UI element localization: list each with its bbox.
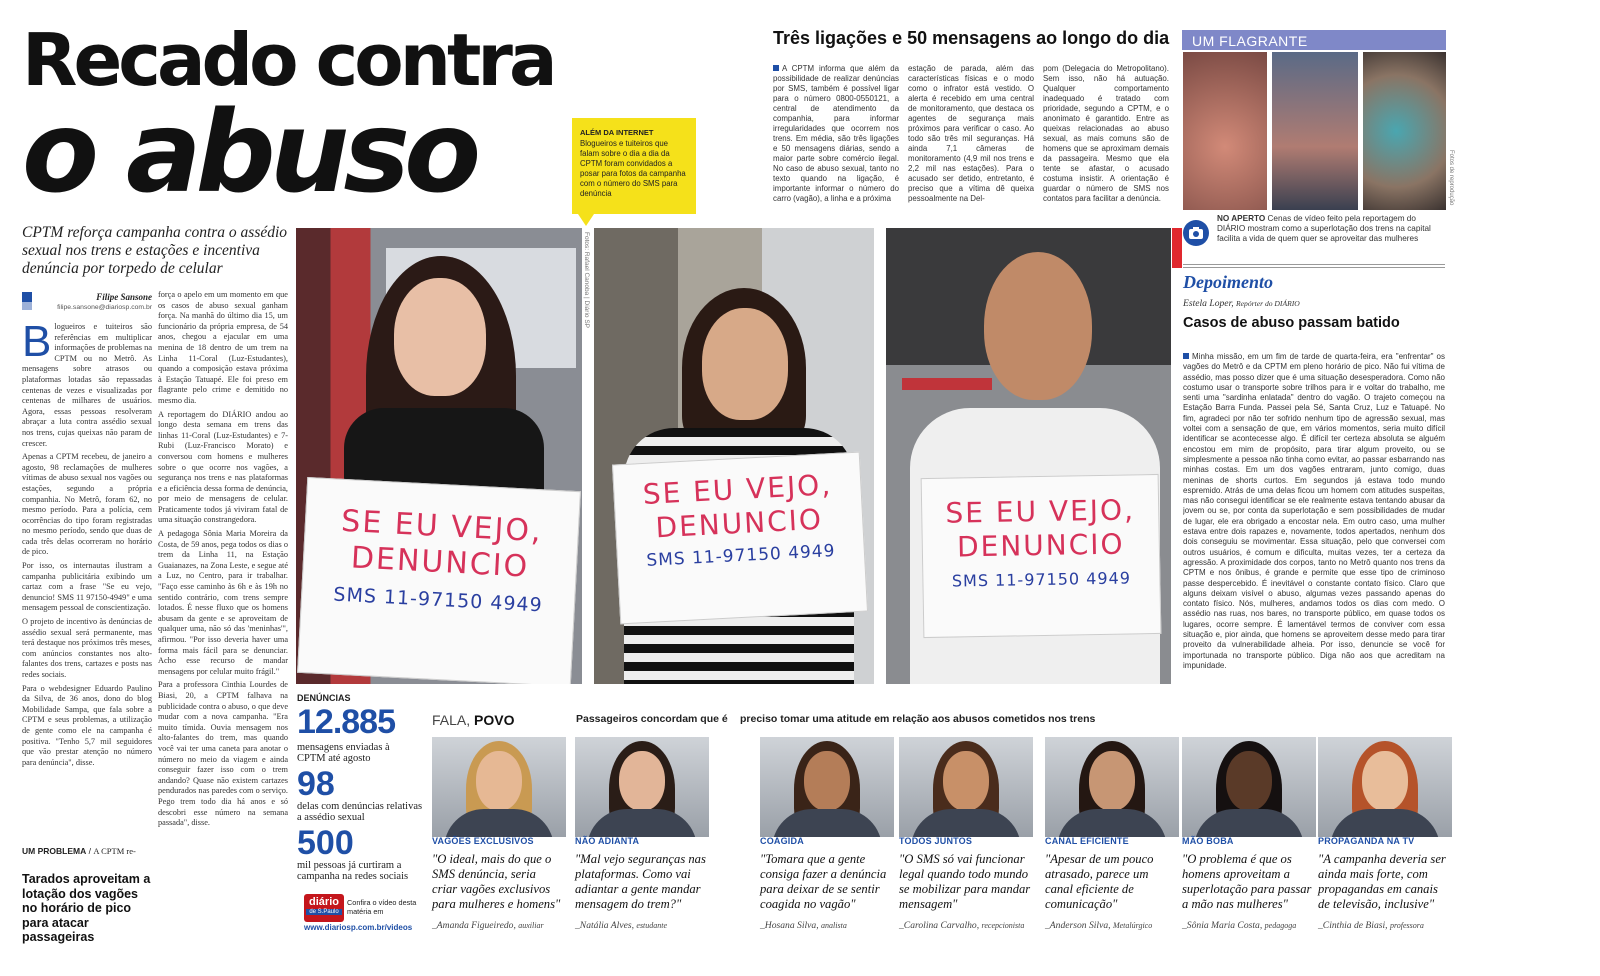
- depoimento-author: Estela Loper,: [1183, 298, 1234, 309]
- face: [1362, 751, 1408, 811]
- campaign-photo-woman-2: [594, 228, 874, 684]
- headline-line1: Recado contra: [22, 18, 554, 102]
- video-url[interactable]: www.diariosp.com.br/videos: [304, 923, 413, 932]
- article-para: força o apelo em um momento em que os casos de abuso sexual ganham força. Na manhã do último dia 15, um funcionário da própria empresa, de 54 anos, chegou a ejacular em uma menina de 18 dentro de um trem na Linha 11-Coral (Luz-Estudantes), quando a composição estava próxima à Estação Tatuapé. Ele foi preso em flagrante pelo crime e demitido no mesmo dia.: [158, 290, 288, 405]
- sign-line2: DENUNCIO: [654, 502, 824, 544]
- stat-number-3: 500: [297, 824, 354, 862]
- stats-label: DENÚNCIAS: [297, 693, 351, 703]
- byline-name: Filipe Sansone: [96, 292, 152, 302]
- person-role: recepcionista: [981, 921, 1025, 930]
- person-quote: "A campanha deveria ser ainda mais forte, com propagandas em canais de televisão, inclusive": [1318, 852, 1446, 911]
- problem-headline: Tarados aproveitam a lotação dos vagões no horário de pico para atacar passageiras: [22, 872, 151, 944]
- flagrante-credit: Fotos de reprodução: [1448, 150, 1454, 206]
- person-quote: "O problema é que os homens aproveitam a superlotação para passar a mão nas mulheres": [1182, 852, 1312, 911]
- shoulders: [587, 809, 697, 837]
- person-photo: [1318, 737, 1452, 837]
- flagrante-header: UM FLAGRANTE: [1182, 30, 1446, 50]
- person-attribution: [1182, 920, 1316, 931]
- shoulders: [444, 809, 554, 837]
- depoimento-label: Depoimento: [1183, 272, 1273, 292]
- video-promo: Confira o vídeo desta matéria em: [347, 898, 417, 916]
- article-para: Para o webdesigner Eduardo Paulino da Silva, de 36 anos, dono do blog Mobilidade Sampa, que fala sobre a CPTM e seus problemas, a utilização de gente como ele na campanha é positiva. "Tenho 5,7 mil seguidores que vão prestar atenção no número para denúncia", disse.: [22, 683, 152, 767]
- subhead: CPTM reforça campanha contra o assédio sexual nos trens e estações e incentiva denúncia por torpedo de celular: [22, 224, 288, 277]
- face: [476, 751, 522, 811]
- depoimento-title: Casos de abuso passam batido: [1183, 315, 1400, 331]
- person-caption: COAGIDA: [760, 836, 804, 846]
- person-role: pedagoga: [1264, 921, 1297, 930]
- person-role: auxiliar: [518, 921, 544, 930]
- camera-icon: [1183, 220, 1209, 246]
- shoulders: [911, 809, 1021, 837]
- person-name: _Carolina Carvalho,: [899, 920, 980, 931]
- person-photo: [1182, 737, 1316, 837]
- photo-credit: Fotos: Rafael Canoba | Diário SP: [583, 232, 590, 328]
- logo-text: diário: [309, 896, 339, 908]
- person-caption: VAGÕES EXCLUSIVOS: [432, 836, 534, 846]
- person-attribution: [432, 920, 566, 931]
- campaign-sign: [297, 477, 581, 684]
- logo-subtext: de S.Paulo: [306, 909, 342, 915]
- person-caption: CANAL EFICIENTE: [1045, 836, 1129, 846]
- article-para: O projeto de incentivo às denúncias de assédio sexual será permanente, mas terá destaque nos próximos três meses, com anúncios constantes nos alto-falantes dos trens, cartazes e posts nas redes sociais.: [22, 617, 152, 679]
- face: [394, 278, 486, 396]
- bullet-square: [1183, 353, 1189, 359]
- sign-line2: DENUNCIO: [350, 540, 530, 585]
- person-role: professora: [1389, 921, 1424, 930]
- article-col1: [22, 322, 152, 842]
- stat-number-2: 98: [297, 765, 335, 803]
- face: [804, 751, 850, 811]
- fala-povo-title: [432, 712, 515, 728]
- three-calls-text: A CPTM informa que além da possibilidade de realizar denúncias por SMS, também é possível ligar para o número 0800-0550121, a central de atendimento da companhia, para informar irregularidades que ocorrem nos trens. Em média, são três ligações e 50 mensagens diárias, sendo a maior parte sobre comércio ilegal. No caso de abuso sexual, tanto no texto quando na ligação, é importante informar o número do carro (vagão), a linha e a próxima: [773, 64, 899, 203]
- shoulders: [772, 809, 882, 837]
- sidebar-yellow-title: ALÉM DA INTERNET: [580, 128, 654, 137]
- flagrante-caption: [1217, 214, 1445, 245]
- depoimento-text: [1183, 352, 1445, 684]
- flagrante-frame-3: [1363, 52, 1446, 210]
- sign-line1: SE EU VEJO,: [641, 468, 833, 512]
- flagrante-frame-2: [1272, 52, 1358, 210]
- sidebar-yellow: [572, 118, 696, 214]
- person-name: _Sônia Maria Costa,: [1182, 920, 1263, 931]
- problem-text: A CPTM re-: [93, 846, 136, 856]
- three-calls-title: Três ligações e 50 mensagens ao longo do dia: [773, 28, 1170, 48]
- face: [943, 751, 989, 811]
- person-attribution: [899, 920, 1033, 931]
- dropcap: B: [22, 322, 52, 366]
- person-photo: [432, 737, 566, 837]
- red-marker: [1172, 228, 1182, 268]
- person-name: _Anderson Silva,: [1045, 920, 1111, 931]
- article-para: Para a professora Cinthia Lourdes de Biasi, 20, a CPTM falhava na publicidade contra o abuso, o que deve mudar com a nova campanha. "Era muito tímida. Ouvia mensagem nos alto-falantes do trem, mas quando você vai ter uma caneta para anotar o número no meio da viagem e ainda conseguir fazer isso com o trem andando? Quase não existem cartazes pendurados nas paredes com o serviço. Pego trem todo dia há anos e só descobri esse número na semana passada", disse.: [158, 680, 288, 828]
- campaign-sign: [612, 452, 868, 625]
- byline-email: filipe.sansone@diariosp.com.br: [57, 304, 152, 311]
- depoimento-body: Minha missão, em um fim de tarde de quarta-feira, era "enfrentar" os vagões do Metrô e da CPTM em pleno horário de pico. Não fui vítima de assédio, mas posso dizer que é uma situação desesperadora. Como não costumo usar o transporte sobre trilhos para ir e voltar do trabalho, me senti uma "sardinha enlatada" dentro do vagão. O trajeto começou na Estação Barra Funda. Passei pela Sé, Santa Cruz, Luz e Tatuapé. No fim, agradeci por não ter sofrido nenhum tipo de agressão sexual, mas voltei com a sensação de que, em vários momentos, seria muito difícil identificar se acontecesse algo. É difícil ter certeza absoluta se alguém encostou em mim de propósito, para tirar algum proveito, ou se simplesmente a pessoa não tinha como evitar, ao passar esbarrando nas minhas costas. Em um dos vagões entraram, junto comigo, duas meninas de shorts curtos. Em segundos já estava todo mundo espremido. Atrás de uma delas ficou um homem com atitudes suspeitas, mas não consegui identificar se ele realmente estava tentando abusar da jovem ou se, por conta da superlotação e sem possibilidades de mudar de lugar, ele era obrigado a encostar nela. Em outro caso, uma mulher estava entre dois rapazes e, novamente, todos apertados, nenhum dos dois conseguiu se movimentar. Essa situação, pelo que conversei com outros usuários, é comum e dificulta, muitas vezes, ter a certeza da agressão. A proximidade dos corpos, tanto no Metrô quanto nos trens da CPTM e nos ônibus, é grande e permite que esse tipo de criminoso passe despercebido. É inevitável o constante contato físico. Claro que alguns deixam visível o abuso, algumas vezes passando apenas do contato físico. Nós, mulheres, andamos todos os dias com medo. O assédio nas ruas, nos bares, no transporte público, em quase todos os lugares, ocorre sempre. É lamentável termos de conviver com essa situação e, pior ainda, que homens se aproveitem desse medo para tirar proveito da vulnerabilidade alheia. Por isso, denuncie se você for importunada no transporte público. Diga não aos que acreditam na impunidade.: [1183, 352, 1445, 670]
- face: [1226, 751, 1272, 811]
- fala-subtitle-1: Passageiros concordam que é: [576, 713, 728, 725]
- campaign-sign: [921, 474, 1162, 638]
- divider: [1183, 264, 1445, 265]
- stat-text-1: mensagens enviadas à CPTM até agosto: [297, 742, 390, 764]
- person-quote: "Mal vejo seguranças nas plataformas. Como vai adiantar a gente mandar mensagem do trem?": [575, 852, 706, 911]
- person-caption: NÃO ADIANTA: [575, 836, 640, 846]
- shoulders: [1057, 809, 1167, 837]
- depoimento-role: Repórter do DIÁRIO: [1236, 299, 1300, 308]
- depoimento-byline: [1183, 298, 1300, 309]
- person-photo: [760, 737, 894, 837]
- flagrante-frame-1: [1183, 52, 1267, 210]
- flagrante-caption-text: Cenas de vídeo feito pela reportagem do DIÁRIO mostram como a superlotação dos trens na capital facilita a vida de quem quer se aproveitar das mulheres: [1217, 214, 1431, 244]
- article-para: A pedagoga Sônia Maria Moreira da Costa, de 59 anos, pega todos os dias o trem da Linha 11, na Estação Guaianazes, na Zona Leste, e segue até a Luz, no Centro, para ir trabalhar. "Faço esse caminho às 6h e às 19h no sentido contrário, com trens sempre lotados. É nesse fluxo que os homens abusam da gente e se aproveitam de qualquer uma, não só das 'meninhas'", afirmou. "Por isso deveria haver uma forma mais fácil para se denunciar. Acho esse recurso de mandar mensagens por celular muito frágil.": [158, 529, 288, 676]
- campaign-photo-man: [886, 228, 1171, 684]
- person-role: estudante: [636, 921, 668, 930]
- person-quote: "Apesar de um pouco atrasado, parece um canal eficiente de comunicação": [1045, 852, 1154, 911]
- article-para: A reportagem do DIÁRIO andou ao longo desta semana em trens das linhas 11-Coral (Luz-Estudantes) e 7-Rubi (Luz-Francisco Morato) e conversou com homens e mulheres sobre o que ocorre nos vagões, a segurança nos trens e nas plataformas e a eficiência dessa forma de denúncia, por meio de mensagens de celular. Praticamente todos já viviram fatal de uma situação constrangedora.: [158, 409, 288, 525]
- person-role: analista: [821, 921, 847, 930]
- sign-line2: DENUNCIO: [956, 527, 1125, 564]
- stat-text-2: delas com denúncias relativas a assédio sexual: [297, 801, 423, 823]
- person-attribution: [1045, 920, 1179, 931]
- sign-line1: SE EU VEJO,: [945, 493, 1136, 530]
- sign-line1: SE EU VEJO,: [340, 503, 544, 550]
- person-quote: "O ideal, mais do que o SMS denúncia, seria criar vagões exclusivos para mulheres e homens": [432, 852, 561, 911]
- fala-bold: POVO: [474, 712, 515, 728]
- article-col2: [158, 290, 288, 930]
- sign-sms: SMS 11-97150 4949: [951, 568, 1132, 591]
- divider: [1183, 267, 1445, 268]
- sign-sms: SMS 11-97150 4949: [645, 541, 836, 572]
- person-name: _Amanda Figueiredo,: [432, 920, 516, 931]
- headline-line2: o abuso: [22, 88, 476, 218]
- problem-label: UM PROBLEMA: [22, 846, 87, 856]
- article-para: Por isso, os internautas ilustram a campanha publicitária exibindo um cartaz com a frase "Se eu vejo, denuncio! SMS 11 97150-4949" e uma mensagem pessoal de conscientização.: [22, 561, 152, 613]
- shoulders: [1194, 809, 1304, 837]
- three-calls-col3: pom (Delegacia do Metropolitano). Sem isso, não há autuação. Qualquer comportamento inadequado é tratado com prioridade, segundo a CPTM, e o anonimato é garantido. Entre as queixas relacionadas ao abuso sexual, as mais comuns são de homens que se aproximam demais da passageira. Mesmo que ela tente se afastar, o acusado costuma insistir. A orientação é guardar o número de SMS nos contatos para facilitar a denúncia.: [1043, 64, 1169, 203]
- article-para: logueiros e tuiteiros são referências em multiplicar informações de problemas na CPTM ou no Metrô. As mensagens sobre atrasos ou plataformas lotadas são repassadas centenas de vezes e visualizadas por centenas de milhares de usuários. Agora, essas pessoas resolveram abraçar a luta contra assédio sexual nos trens, cujas queixas não param de crescer.: [22, 322, 152, 448]
- stat-text-3: mil pessoas já curtiram a campanha na redes sociais: [297, 860, 409, 882]
- diario-logo[interactable]: [304, 894, 344, 922]
- sidebar-yellow-pointer: [578, 214, 594, 226]
- person-name: _Cinthia de Biasi,: [1318, 920, 1388, 931]
- station-sign: [902, 378, 992, 390]
- person-name: _Natália Alves,: [575, 920, 634, 931]
- sidebar-yellow-text: Blogueiros e tuiteiros que falam sobre o dia a dia da CPTM foram convidados a posar para fotos da campanha com o número do SMS para denúncia: [580, 139, 686, 198]
- face: [619, 751, 665, 811]
- sign-sms: SMS 11-97150 4949: [332, 583, 544, 617]
- person-attribution: [760, 920, 894, 931]
- person-quote: "O SMS só vai funcionar legal quando todo mundo se mobilizar para mandar mensagem": [899, 852, 1031, 911]
- person-caption: PROPAGANDA NA TV: [1318, 836, 1415, 846]
- byline-mark: [22, 292, 32, 310]
- person-role: Metalúrgico: [1112, 921, 1153, 930]
- face: [1089, 751, 1135, 811]
- person-photo: [575, 737, 709, 837]
- fala-prefix: FALA,: [432, 712, 471, 728]
- face: [702, 308, 788, 420]
- fala-subtitle-2: preciso tomar uma atitude em relação aos abusos cometidos nos trens: [740, 713, 1096, 725]
- person-photo: [1045, 737, 1179, 837]
- person-caption: MÃO BOBA: [1182, 836, 1234, 846]
- bullet-square: [773, 65, 779, 71]
- person-attribution: [575, 920, 709, 931]
- person-photo: [899, 737, 1033, 837]
- person-attribution: [1318, 920, 1452, 931]
- flagrante-caption-bold: NO APERTO: [1217, 214, 1266, 223]
- article-para: Apenas a CPTM recebeu, de janeiro a agosto, 98 reclamações de mulheres vítimas de abuso sexual nos vagões ou estações, segundo a própria companhia. No Metrô, foram 62, no mesmo período. Para a polícia, cem ocorrências do tipo foram registradas no mesmo período, sendo que duas de cada três delas ocorreram no horário de pico.: [22, 452, 152, 557]
- problem-kicker: UM PROBLEMA / A CPTM re-: [22, 846, 136, 856]
- campaign-photo-woman-1: [296, 228, 582, 684]
- stat-number-1: 12.885: [297, 703, 395, 741]
- person-name: _Hosana Silva,: [760, 920, 819, 931]
- person-quote: "Tomara que a gente consiga fazer a denúncia para deixar de se sentir coagida no vagão": [760, 852, 887, 911]
- three-calls-col2: estação de parada, além das características físicas e o modo como o infrator está vestido. O alerta é recebido em uma central de monitoramento, que destaca os agentes de segurança mais próximos para verificar o caso. Ao todo são três mil seguranças. Há ainda 7,1 câmeras de monitoramento (4,9 mil nos trens e 2,2 mil nas estações). Para o acusado ser detido, entretanto, é preciso que a vítima dê queixa pessoalmente na Del-: [908, 64, 1034, 203]
- face: [984, 252, 1092, 400]
- shoulders: [1330, 809, 1440, 837]
- person-caption: TODOS JUNTOS: [899, 836, 973, 846]
- three-calls-col1: [773, 64, 899, 214]
